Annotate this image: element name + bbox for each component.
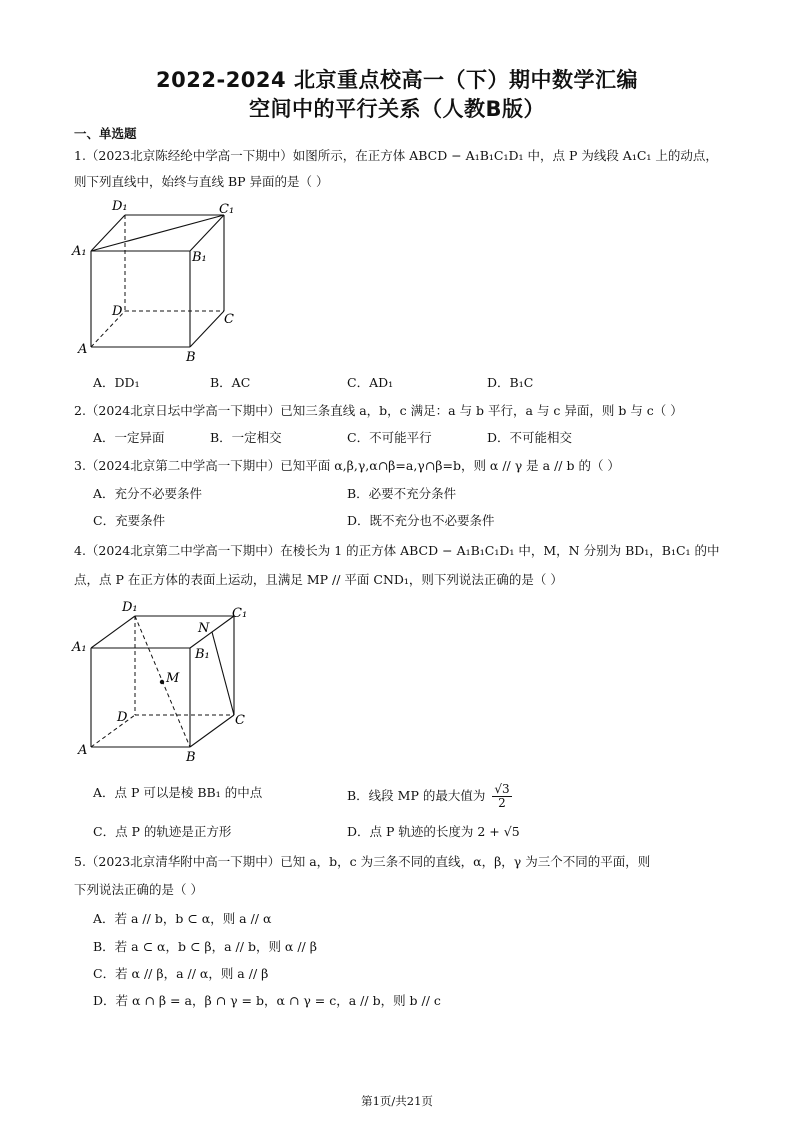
q5-stem-line2: 下列说法正确的是（ ） xyxy=(74,882,203,897)
q4-option-b-numerator: √3 xyxy=(494,782,510,796)
q4-label-b1: B₁ xyxy=(195,647,210,662)
q2-option-d: D．不可能相交 xyxy=(487,430,573,445)
q4-label-a1: A₁ xyxy=(72,640,87,655)
q1-label-a1: A₁ xyxy=(72,244,87,259)
q1-stem-line1: 1.（2023北京陈经纶中学高一下期中）如图所示，在正方体 ABCD − A₁B₁C₁D₁ 中，点 P 为线段 A₁C₁ 上的动点， xyxy=(74,148,718,163)
q2-option-b: B．一定相交 xyxy=(210,430,282,445)
q1-label-d1: D₁ xyxy=(112,199,128,214)
q1-label-c: C xyxy=(224,312,234,327)
q4-option-b xyxy=(347,783,512,810)
q2-stem: 2.（2024北京日坛中学高一下期中）已知三条直线 a，b，c 满足：a 与 b 平行，a 与 c 异面，则 b 与 c（ ） xyxy=(74,403,683,418)
q4-label-a: A xyxy=(78,743,88,758)
q4-option-b-fraction xyxy=(492,783,511,810)
q2-option-c: C．不可能平行 xyxy=(347,430,432,445)
q1-cube-figure xyxy=(74,195,244,367)
q1-option-d: D．B₁C xyxy=(487,375,534,390)
q1-edge-a1d1 xyxy=(91,215,125,251)
q1-label-c1: C₁ xyxy=(219,202,235,217)
q2-option-a: A．一定异面 xyxy=(93,430,165,445)
q4-label-n: N xyxy=(198,621,210,636)
q1-edge-b1c1 xyxy=(190,215,224,251)
q4-label-c1: C₁ xyxy=(232,606,248,621)
q4-point-m xyxy=(160,680,164,684)
q3-option-d: D．既不充分也不必要条件 xyxy=(347,513,495,528)
q1-label-d: D xyxy=(112,304,123,319)
q5-option-d: D．若 α ∩ β = a，β ∩ γ = b，α ∩ γ = c，a // b，则 b // c xyxy=(93,993,441,1008)
q3-option-a: A．充分不必要条件 xyxy=(93,486,203,501)
q4-stem-line2: 点，点 P 在正方体的表面上运动，且满足 MP // 平面 CND₁，则下列说法正确的是（ ） xyxy=(74,572,563,587)
q4-cube-figure xyxy=(74,596,264,768)
q1-label-b: B xyxy=(186,350,196,365)
q3-stem: 3.（2024北京第二中学高一下期中）已知平面 α,β,γ,α∩β=a,γ∩β=b，则 α // γ 是 a // b 的（ ） xyxy=(74,458,620,473)
q3-option-b: B．必要不充分条件 xyxy=(347,486,457,501)
q4-label-b: B xyxy=(186,750,196,765)
q4-label-c: C xyxy=(235,713,245,728)
section-heading: 一、单选题 xyxy=(74,126,137,141)
q5-stem-line1: 5.（2023北京清华附中高一下期中）已知 a，b，c 为三条不同的直线，α，β，γ 为三个不同的平面，则 xyxy=(74,854,651,869)
q4-option-b-text: B．线段 MP 的最大值为 xyxy=(347,788,486,804)
q1-option-b: B．AC xyxy=(210,375,251,390)
q1-segment-a1c1 xyxy=(91,215,224,251)
title-line-2: 空间中的平行关系（人教B版） xyxy=(248,97,545,121)
q1-label-b1: B₁ xyxy=(192,250,207,265)
q4-option-c: C．点 P 的轨迹是正方形 xyxy=(93,824,232,839)
q5-option-c: C．若 α // β，a // α，则 a // β xyxy=(93,966,269,981)
q4-label-d1: D₁ xyxy=(122,600,138,615)
title-line-1: 2022-2024 北京重点校高一（下）期中数学汇编 xyxy=(156,68,638,92)
q5-option-b: B．若 a ⊂ α，b ⊂ β，a // b，则 α // β xyxy=(93,939,317,954)
q4-option-a: A．点 P 可以是棱 BB₁ 的中点 xyxy=(93,785,263,800)
q1-option-c: C．AD₁ xyxy=(347,375,394,390)
q4-label-m: M xyxy=(166,671,180,686)
q4-option-d: D．点 P 轨迹的长度为 2 + √5 xyxy=(347,824,520,839)
q1-edge-bc xyxy=(190,311,224,347)
q4-option-b-denominator: 2 xyxy=(498,796,506,811)
q4-edge-bc xyxy=(190,715,234,747)
q1-stem-line2: 则下列直线中，始终与直线 BP 异面的是（ ） xyxy=(74,174,329,189)
q4-label-d: D xyxy=(117,710,128,725)
q3-option-c: C．充要条件 xyxy=(93,513,166,528)
q4-edge-ad-hidden xyxy=(91,715,135,747)
q1-label-a: A xyxy=(78,342,88,357)
q4-stem-line1: 4.（2024北京第二中学高一下期中）在棱长为 1 的正方体 ABCD − A₁B₁C₁D₁ 中，M，N 分别为 BD₁，B₁C₁ 的中 xyxy=(74,543,720,558)
q1-option-a: A．DD₁ xyxy=(93,375,140,390)
q4-segment-nc xyxy=(212,632,234,715)
page-footer: 第1页/共21页 xyxy=(361,1094,433,1108)
q4-edge-a1d1 xyxy=(91,616,135,648)
q5-option-a: A．若 a // b，b ⊂ α，则 a // α xyxy=(93,911,272,926)
